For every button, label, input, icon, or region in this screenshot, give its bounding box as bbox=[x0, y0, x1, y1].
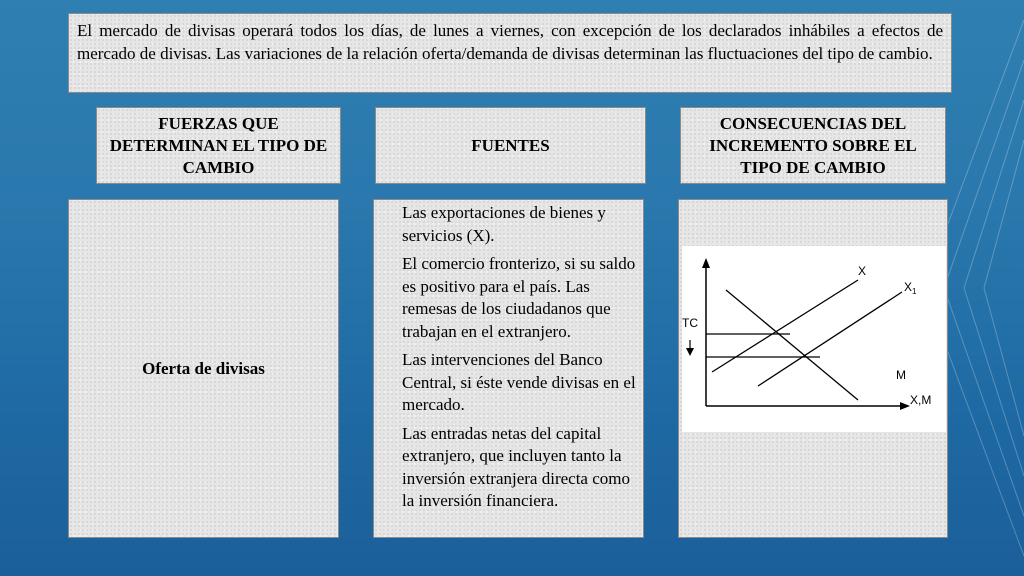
curve-x1 bbox=[758, 292, 902, 386]
label-m: M bbox=[896, 368, 906, 382]
label-x: X bbox=[858, 264, 867, 278]
label-x1-main: X bbox=[904, 280, 913, 294]
curve-x bbox=[712, 280, 858, 372]
fuente-item: Las entradas netas del capital extranjero, que incluyen tanto la inversión extranjera directa como la inversión financiera. bbox=[402, 423, 630, 510]
label-tc: TC bbox=[682, 316, 698, 330]
label-x1 bbox=[904, 280, 917, 296]
header-fuentes: FUENTES bbox=[375, 107, 646, 184]
header-consecuencias: CONSECUENCIAS DEL INCREMENTO SOBRE EL TIPO DE CAMBIO bbox=[680, 107, 946, 184]
fuente-item: Las exportaciones de bienes y servicios (X). bbox=[402, 203, 606, 245]
header-fuerzas: FUERZAS QUE DETERMINAN EL TIPO DE CAMBIO bbox=[96, 107, 341, 184]
supply-demand-graph bbox=[682, 246, 946, 432]
label-x1-sub: 1 bbox=[912, 287, 917, 296]
down-arrow-icon bbox=[686, 348, 694, 356]
curve-m bbox=[726, 290, 858, 400]
fuente-item: El comercio fronterizo, si su saldo es positivo para el país. Las remesas de los ciudadanos que trabajan en el extranjero. bbox=[402, 254, 636, 341]
label-xm: X,M bbox=[910, 393, 932, 407]
fuentes-list bbox=[373, 199, 644, 538]
x-axis-arrow bbox=[900, 402, 910, 410]
y-axis-arrow bbox=[702, 258, 710, 268]
intro-text: El mercado de divisas operará todos los días, de lunes a viernes, con excepción de los declarados inhábiles a efectos de mercado de divisas. Las variaciones de la relación oferta/demanda de divisas determinan las fluctuaciones del tipo de cambio. bbox=[68, 13, 952, 93]
fuerza-label: Oferta de divisas bbox=[142, 358, 265, 378]
fuerza-cell bbox=[68, 199, 339, 538]
fuente-item: Las intervenciones del Banco Central, si éste vende divisas en el mercado. bbox=[402, 350, 636, 414]
